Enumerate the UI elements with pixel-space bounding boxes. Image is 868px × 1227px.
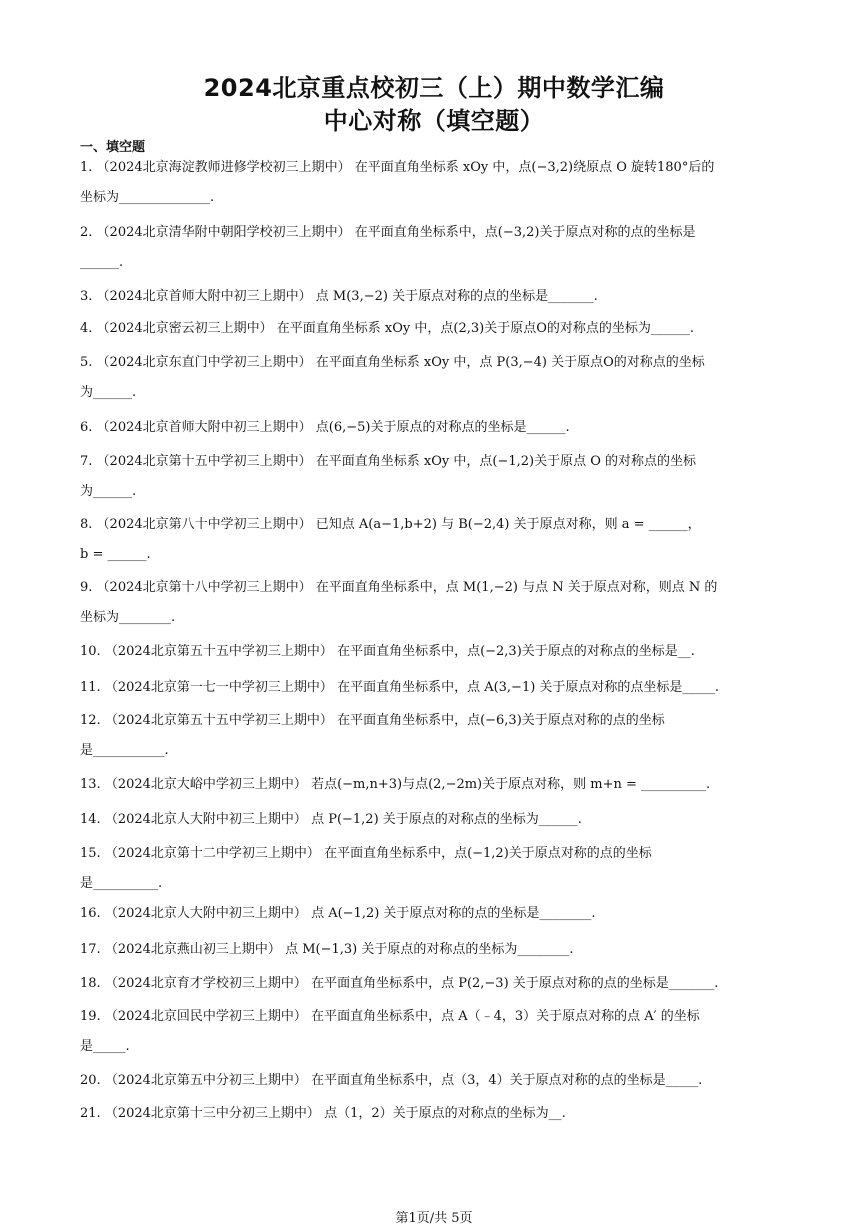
document-title: 2024北京重点校初三（上）期中数学汇编 (203, 74, 665, 102)
question-text: 点 P(−1,2) 关于原点的对称点的坐标为______. (311, 812, 582, 827)
question-line (80, 969, 790, 999)
question-source: （2024北京大峪中学初三上期中） (104, 777, 307, 792)
question-item (80, 706, 790, 766)
question-text: 在平面直角坐标系中，点 P(2,−3) 关于原点对称的点的坐标是_______. (311, 976, 719, 991)
question-source: （2024北京第五十五中学初三上期中） (104, 644, 333, 659)
question-line (80, 218, 790, 248)
question-number: 13. (80, 777, 101, 792)
question-source: （2024北京第八十中学初三上期中） (96, 517, 312, 532)
question-item (80, 282, 790, 312)
question-number: 18. (80, 976, 101, 991)
question-text: 在平面直角坐标系中，点 M(1,−2) 与点 N 关于原点对称，则点 N 的 (315, 580, 718, 595)
question-number: 19. (80, 1009, 101, 1024)
question-text: 若点(−m,n+3)与点(2,−2m)关于原点对称，则 m+n = __________. (311, 777, 711, 792)
question-source: （2024北京东直门中学初三上期中） (96, 355, 312, 370)
question-line (80, 153, 790, 183)
question-line (80, 899, 790, 929)
question-source: （2024北京第一七一中学初三上期中） (104, 680, 333, 695)
question-line (80, 1066, 790, 1096)
question-line (80, 573, 790, 603)
question-number: 14. (80, 812, 101, 827)
question-line (80, 282, 790, 312)
question-item (80, 510, 790, 570)
question-text: 在平面直角坐标系 xOy 中，点(−1,2)关于原点 O 的对称点的坐标 (315, 454, 697, 469)
question-text: 点（1，2）关于原点的对称点的坐标为__. (324, 1106, 566, 1121)
question-text: 点 M(−1,3) 关于原点的对称点的坐标为________. (285, 942, 574, 957)
question-text: 在平面直角坐标系中，点 A(3,−1) 关于原点对称的点坐标是_____. (337, 680, 720, 695)
question-continuation: 为______. (80, 484, 137, 499)
question-item (80, 413, 790, 443)
question-text: 在平面直角坐标系中，点(−1,2)关于原点对称的点的坐标 (324, 846, 652, 861)
question-number: 1. (80, 160, 93, 175)
page-footer: 第1页/共 5页 (395, 1211, 473, 1226)
question-item (80, 839, 790, 899)
question-number: 12. (80, 713, 101, 728)
question-item (80, 935, 790, 965)
question-continuation: 是___________. (80, 743, 169, 758)
question-item (80, 314, 790, 344)
question-source: （2024北京海淀教师进修学校初三上期中） (96, 160, 351, 175)
question-text: 在平面直角坐标系中，点(−6,3)关于原点对称的点的坐标 (337, 713, 665, 728)
question-source: （2024北京育才学校初三上期中） (104, 976, 307, 991)
question-source: （2024北京燕山初三上期中） (104, 942, 281, 957)
question-item (80, 573, 790, 633)
question-text: 在平面直角坐标系中，点(−3,2)关于原点对称的点的坐标是 (354, 225, 696, 240)
question-text: 在平面直角坐标系 xOy 中，点(2,3)关于原点O的对称点的坐标为______. (276, 321, 694, 336)
question-text: 在平面直角坐标系中，点 A（﹣4，3）关于原点对称的点 A′ 的坐标 (311, 1009, 700, 1024)
question-number: 16. (80, 906, 101, 921)
question-line (80, 637, 790, 667)
question-number: 7. (80, 454, 93, 469)
question-number: 10. (80, 644, 101, 659)
question-text: 在平面直角坐标系中，点(−2,3)关于原点的对称点的坐标是__. (337, 644, 695, 659)
question-continuation: 坐标为______________. (80, 190, 215, 205)
question-item (80, 637, 790, 667)
question-text: 已知点 A(a−1,b+2) 与 B(−2,4) 关于原点对称，则 a = ______， (315, 517, 701, 532)
question-number: 3. (80, 289, 93, 304)
question-text: 点 A(−1,2) 关于原点对称的点的坐标是________. (311, 906, 596, 921)
question-number: 17. (80, 942, 101, 957)
question-line (80, 673, 790, 703)
question-line (80, 1099, 790, 1129)
question-number: 20. (80, 1073, 101, 1088)
question-item (80, 770, 790, 800)
question-item (80, 153, 790, 213)
question-continuation: 为______. (80, 385, 137, 400)
question-item (80, 1099, 790, 1129)
question-line (80, 839, 790, 869)
question-number: 6. (80, 420, 93, 435)
question-line (80, 314, 790, 344)
question-line (80, 413, 790, 443)
question-continuation: 坐标为________. (80, 610, 176, 625)
question-item (80, 218, 790, 278)
question-item (80, 805, 790, 835)
question-source: （2024北京人大附中初三上期中） (104, 906, 307, 921)
question-source: （2024北京第五中分初三上期中） (104, 1073, 307, 1088)
question-line (80, 770, 790, 800)
question-line (80, 447, 790, 477)
question-continuation: ______. (80, 255, 124, 270)
question-text: 在平面直角坐标系中，点（3，4）关于原点对称的点的坐标是_____. (311, 1073, 703, 1088)
question-source: （2024北京第十三中分初三上期中） (104, 1106, 320, 1121)
question-continuation: 是__________. (80, 876, 163, 891)
question-source: （2024北京第十八中学初三上期中） (96, 580, 312, 595)
question-continuation: 是_____. (80, 1039, 130, 1054)
question-item (80, 348, 790, 408)
question-number: 4. (80, 321, 93, 336)
question-number: 21. (80, 1106, 101, 1121)
question-item (80, 1002, 790, 1062)
question-number: 5. (80, 355, 93, 370)
question-source: （2024北京清华附中朝阳学校初三上期中） (96, 225, 351, 240)
question-source: （2024北京人大附中初三上期中） (104, 812, 307, 827)
question-text: 在平面直角坐标系 xOy 中，点(−3,2)绕原点 O 旋转180°后的 (354, 160, 715, 175)
question-number: 2. (80, 225, 93, 240)
question-line (80, 935, 790, 965)
question-source: （2024北京首师大附中初三上期中） (96, 289, 312, 304)
question-line (80, 1002, 790, 1032)
question-item (80, 1066, 790, 1096)
question-text: 点(6,−5)关于原点的对称点的坐标是______. (315, 420, 570, 435)
question-item (80, 969, 790, 999)
question-source: （2024北京首师大附中初三上期中） (96, 420, 312, 435)
question-line (80, 510, 790, 540)
question-number: 8. (80, 517, 93, 532)
question-source: （2024北京密云初三上期中） (96, 321, 273, 336)
question-source: （2024北京第十五中学初三上期中） (96, 454, 312, 469)
question-source: （2024北京第五十五中学初三上期中） (104, 713, 333, 728)
document-subtitle: 中心对称（填空题） (323, 107, 545, 135)
question-source: （2024北京第十二中学初三上期中） (104, 846, 320, 861)
question-source: （2024北京回民中学初三上期中） (104, 1009, 307, 1024)
question-item (80, 899, 790, 929)
question-text: 在平面直角坐标系 xOy 中，点 P(3,−4) 关于原点O的对称点的坐标 (315, 355, 705, 370)
question-number: 15. (80, 846, 101, 861)
section-heading: 一、填空题 (80, 140, 146, 155)
question-line (80, 805, 790, 835)
question-number: 11. (80, 680, 101, 695)
question-item (80, 673, 790, 703)
question-number: 9. (80, 580, 93, 595)
question-text: 点 M(3,−2) 关于原点对称的点的坐标是_______. (315, 289, 598, 304)
question-line (80, 706, 790, 736)
question-item (80, 447, 790, 507)
question-continuation: b = ______. (80, 547, 151, 562)
question-line (80, 348, 790, 378)
